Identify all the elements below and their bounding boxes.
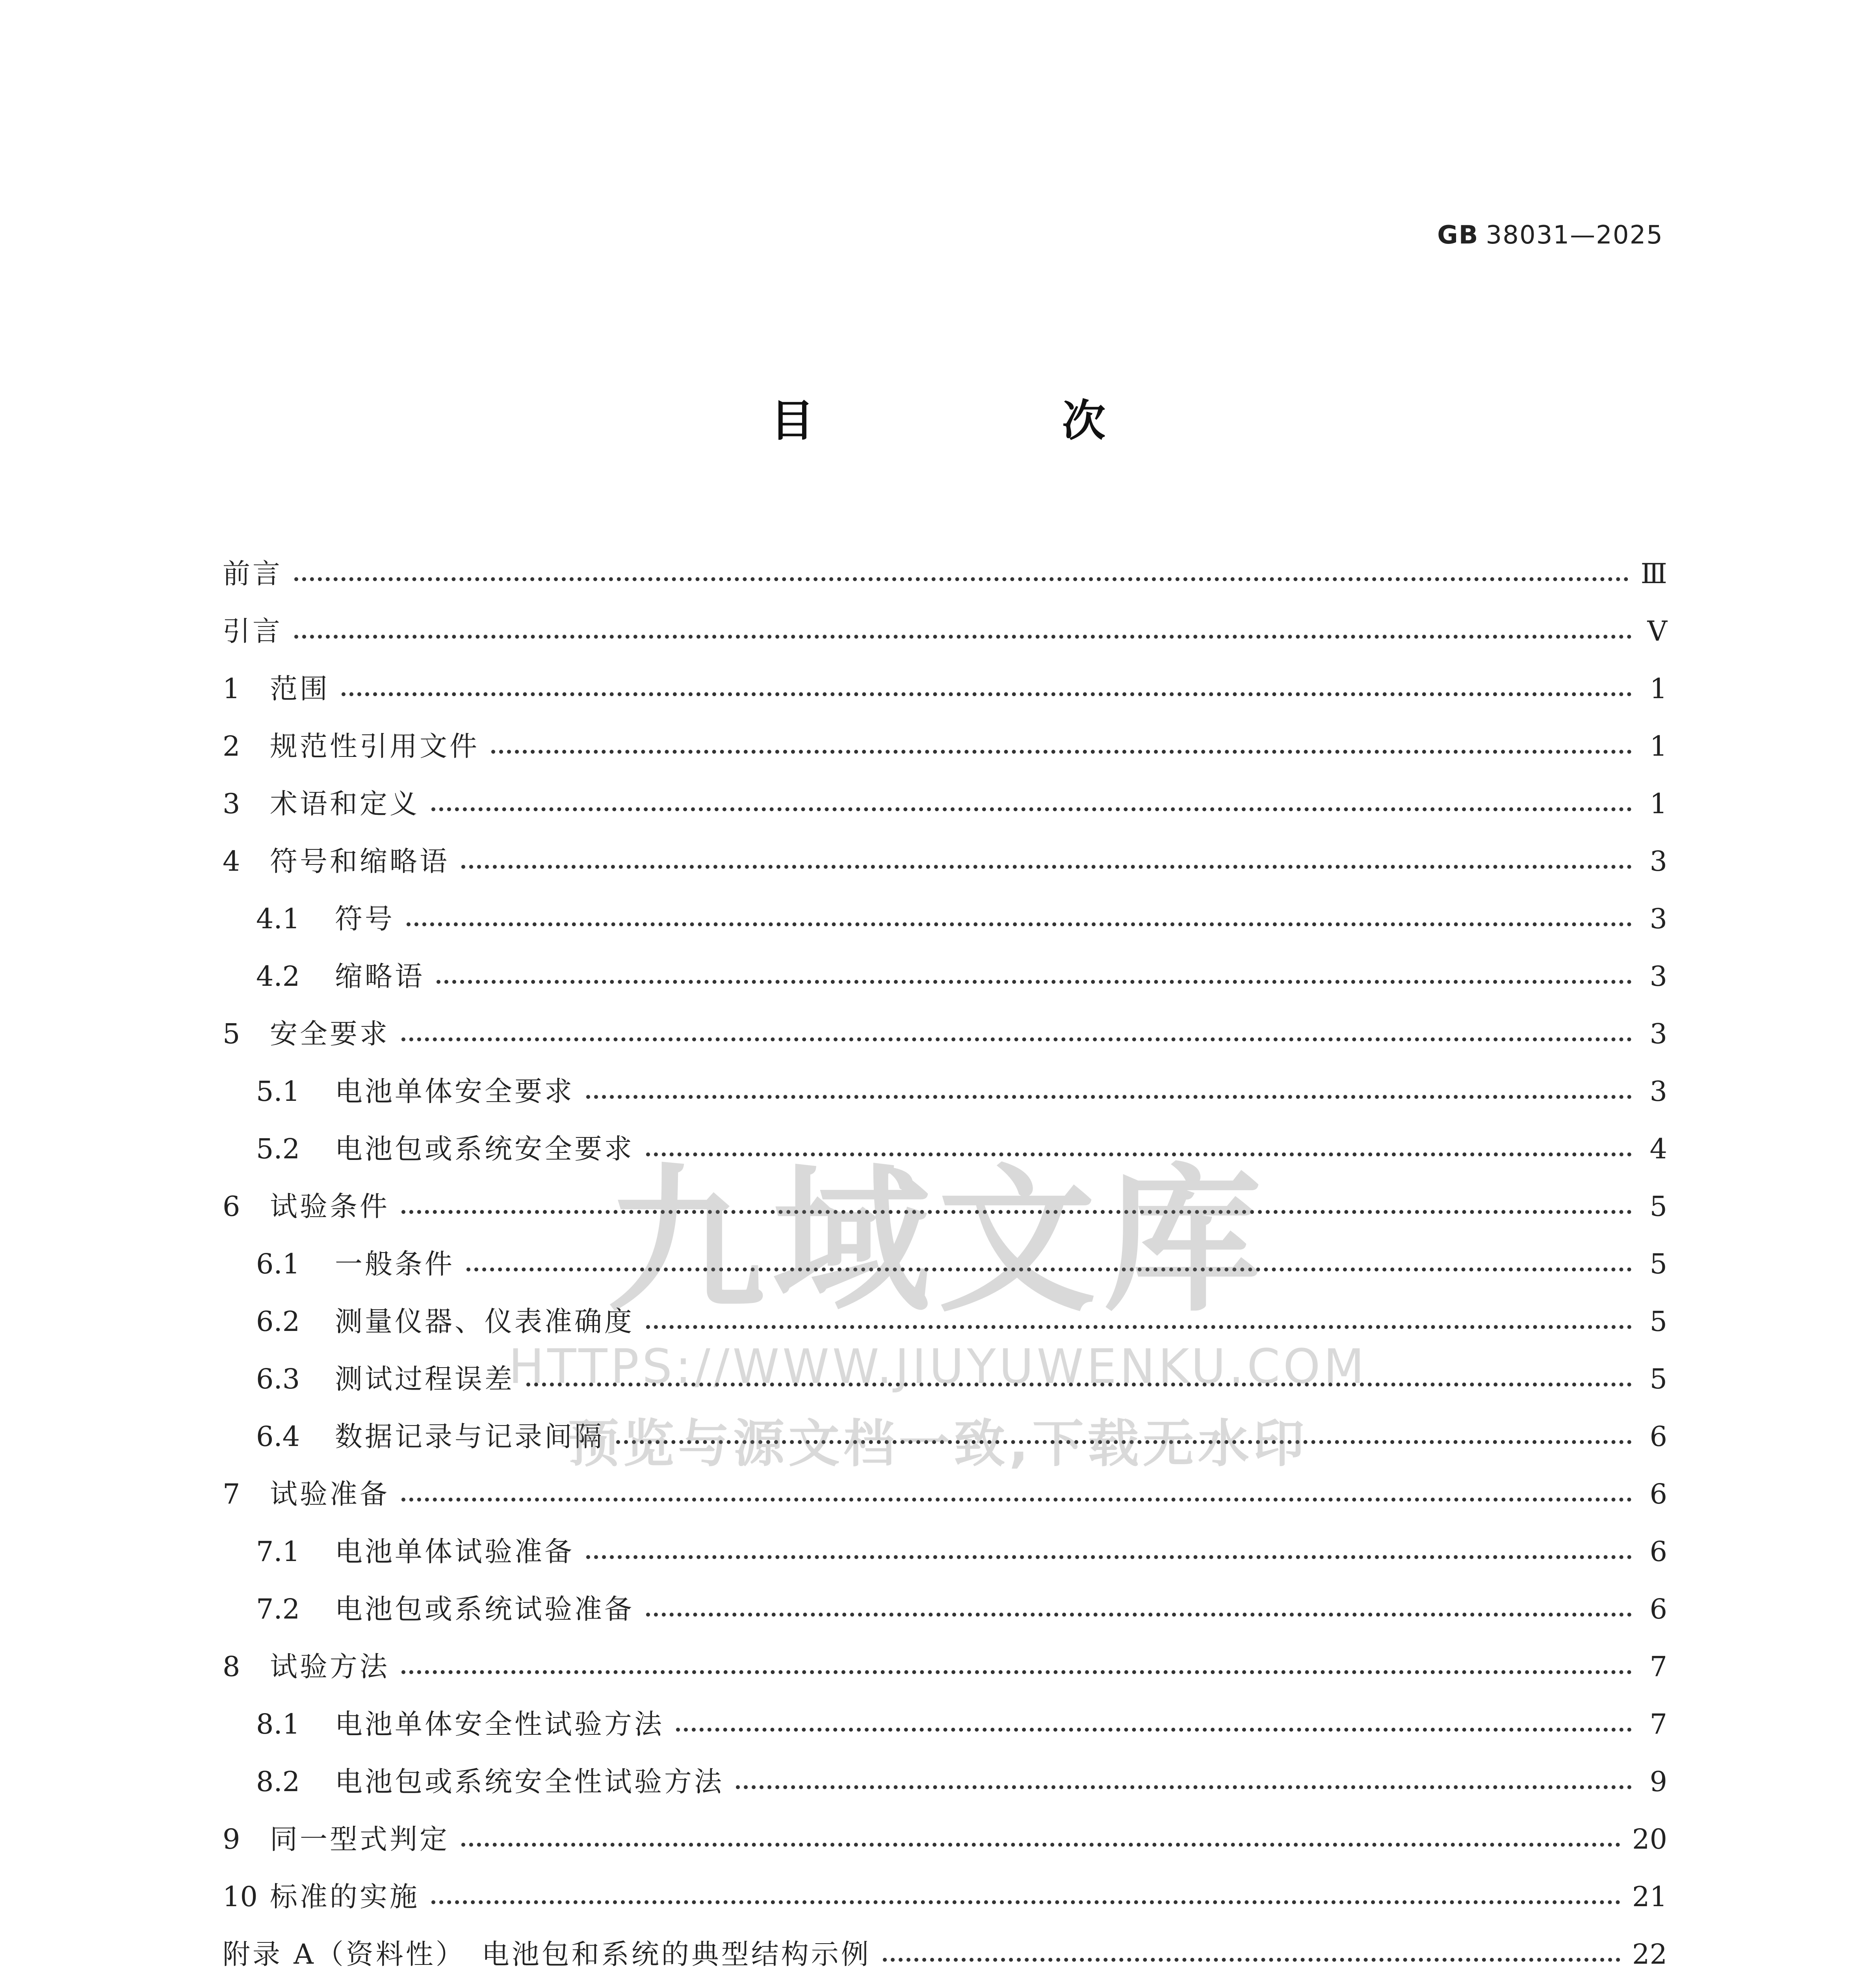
toc-leader-dots <box>616 1440 1632 1444</box>
toc-entry-page: 22 <box>1632 1938 1667 1970</box>
toc-entry-text: 试验方法 <box>270 1650 390 1683</box>
toc-leader-dots <box>676 1728 1632 1732</box>
toc-entry-text: 前言 <box>223 558 282 590</box>
toc-entry-page: 5 <box>1649 1190 1667 1223</box>
toc-entry[interactable] <box>223 530 1667 590</box>
toc-entry-label <box>256 960 425 992</box>
toc-entry-label <box>256 1135 634 1163</box>
toc-entry-label <box>223 790 420 818</box>
toc-entry-label <box>223 1480 390 1508</box>
toc-entry-number: 1 <box>223 673 240 705</box>
toc-entry-label <box>256 905 395 933</box>
toc-entry-number: 6.2 <box>256 1305 300 1338</box>
toc-entry-page: 3 <box>1649 903 1667 935</box>
standard-code: 38031—2025 <box>1486 221 1663 250</box>
toc-leader-dots <box>646 1613 1632 1617</box>
toc-entry[interactable] <box>223 1508 1667 1568</box>
toc-entry-number: 8.1 <box>256 1708 300 1740</box>
toc-leader-dots <box>294 635 1632 639</box>
toc-entry-label <box>223 1883 420 1911</box>
toc-entry[interactable] <box>223 1163 1667 1223</box>
toc-leader-dots <box>461 1843 1620 1847</box>
toc-entry-number: 5.1 <box>256 1075 300 1108</box>
toc-entry-number: 9 <box>223 1823 240 1855</box>
toc-entry-text: 缩略语 <box>335 960 425 992</box>
toc-entry-number: 4.1 <box>256 903 300 935</box>
toc-entry-page: 7 <box>1649 1708 1667 1740</box>
toc-entry-text: 电池包或系统安全性试验方法 <box>335 1766 724 1798</box>
toc-leader-dots <box>401 1210 1632 1214</box>
toc-entry-number: 7.1 <box>256 1535 300 1568</box>
toc-entry[interactable] <box>223 1278 1667 1338</box>
toc-leader-dots <box>586 1095 1632 1099</box>
toc-entry[interactable] <box>223 1335 1667 1393</box>
toc-leader-dots <box>736 1785 1632 1789</box>
toc-entry-page: 6 <box>1649 1593 1667 1625</box>
toc-entry-page: 6 <box>1649 1420 1667 1453</box>
toc-entry-text: 试验准备 <box>270 1478 390 1510</box>
toc-leader-dots <box>407 922 1632 926</box>
toc-entry-number: 10 <box>223 1881 258 1913</box>
toc-entry-page: 5 <box>1649 1305 1667 1338</box>
toc-entry-number: 6.4 <box>256 1420 300 1453</box>
toc-leader-dots <box>883 1958 1620 1962</box>
toc-entry-text: 电池单体试验准备 <box>335 1535 574 1568</box>
toc-entry-text: 电池包或系统试验准备 <box>335 1593 634 1625</box>
toc-entry[interactable] <box>223 645 1667 703</box>
toc-entry-label <box>223 1650 390 1683</box>
toc-entry-label <box>256 1075 574 1108</box>
toc-entry[interactable] <box>223 1393 1667 1453</box>
toc-entry[interactable] <box>223 1565 1667 1623</box>
toc-entry[interactable] <box>223 1738 1667 1798</box>
toc-leader-dots <box>401 1670 1632 1674</box>
toc-entry-number: 7 <box>223 1478 240 1510</box>
toc-entry-text: 一般条件 <box>335 1248 455 1280</box>
toc-entry[interactable] <box>223 1105 1667 1163</box>
toc-entry[interactable] <box>223 1623 1667 1683</box>
toc-entry-page: Ⅴ <box>1647 615 1667 647</box>
toc-entry-page: 3 <box>1649 1018 1667 1050</box>
toc-entry-label <box>256 1766 724 1798</box>
toc-leader-dots <box>294 577 1629 581</box>
standard-number <box>1437 221 1663 250</box>
toc-leader-dots <box>586 1555 1632 1559</box>
toc-entry-page: 3 <box>1649 1075 1667 1108</box>
toc-entry-page: 4 <box>1649 1133 1667 1165</box>
toc-entry-label <box>256 1535 574 1568</box>
toc-entry-number: 6.1 <box>256 1248 300 1280</box>
toc-leader-dots <box>436 980 1632 984</box>
toc-entry-label <box>223 558 282 590</box>
toc-entry-page: 7 <box>1649 1650 1667 1683</box>
toc-entry-text: 附录 A（资料性） 电池包和系统的典型结构示例 <box>223 1938 871 1970</box>
toc-entry-page: 9 <box>1649 1766 1667 1798</box>
toc-entry-text: 引言 <box>223 615 282 647</box>
toc-entry[interactable] <box>223 1680 1667 1738</box>
toc-entry-text: 符号和缩略语 <box>270 845 449 877</box>
toc-entry-text: 测量仪器、仪表准确度 <box>335 1305 634 1338</box>
toc-entry-number: 6.3 <box>256 1363 300 1395</box>
toc-leader-dots <box>431 807 1632 811</box>
toc-entry[interactable] <box>223 1450 1667 1508</box>
page-title: 目 次 <box>771 395 1208 446</box>
toc-entry-page: 6 <box>1649 1535 1667 1568</box>
toc-entry[interactable] <box>223 933 1667 990</box>
toc-entry-text: 测试过程误差 <box>335 1363 515 1395</box>
toc-entry-page: 21 <box>1632 1881 1667 1913</box>
toc-entry-label <box>223 1190 390 1223</box>
toc-entry[interactable] <box>223 875 1667 933</box>
toc-entry-text: 试验条件 <box>270 1190 390 1223</box>
toc-entry-text: 电池单体安全要求 <box>335 1075 574 1108</box>
toc-entry-number: 4 <box>223 845 240 877</box>
toc-leader-dots <box>401 1037 1632 1041</box>
toc-entry-label <box>256 1305 634 1338</box>
toc-entry-number: 8.2 <box>256 1766 300 1798</box>
toc-entry-label <box>223 732 479 760</box>
toc-leader-dots <box>646 1152 1632 1156</box>
toc-entry-label <box>223 847 449 875</box>
toc-entry-text: 符号 <box>335 903 395 935</box>
toc-entry-label <box>223 1020 390 1048</box>
toc-entry-label <box>223 1825 449 1853</box>
toc-entry-text: 术语和定义 <box>270 788 420 820</box>
toc-entry-number: 4.2 <box>256 960 300 992</box>
toc-entry[interactable] <box>223 1853 1667 1911</box>
toc-entry-label <box>256 1420 604 1453</box>
toc-entry-label <box>223 1940 871 1968</box>
toc-entry-page: 5 <box>1649 1363 1667 1395</box>
toc-entry[interactable] <box>223 1048 1667 1108</box>
toc-entry-page: 1 <box>1649 788 1667 820</box>
toc-entry-text: 规范性引用文件 <box>270 730 479 762</box>
standard-prefix: GB <box>1437 221 1479 250</box>
toc-entry-number: 2 <box>223 730 240 762</box>
toc-entry-text: 数据记录与记录间隔 <box>335 1420 604 1453</box>
toc-leader-dots <box>466 1267 1632 1271</box>
toc-entry-number: 5.2 <box>256 1133 300 1165</box>
toc-entry-page: 5 <box>1649 1248 1667 1280</box>
toc-entry[interactable] <box>223 1795 1667 1853</box>
toc-entry-text: 同一型式判定 <box>270 1823 449 1855</box>
toc-entry-number: 5 <box>223 1018 240 1050</box>
toc-entry-text: 标准的实施 <box>270 1881 420 1913</box>
toc-entry[interactable] <box>223 703 1667 760</box>
toc-entry-text: 安全要求 <box>270 1018 390 1050</box>
toc-entry-label <box>223 675 330 703</box>
toc-leader-dots <box>461 865 1632 869</box>
toc-entry-number: 8 <box>223 1650 240 1683</box>
toc-entry-page: Ⅲ <box>1640 558 1667 590</box>
toc-entry-label <box>256 1365 515 1393</box>
toc-entry[interactable] <box>223 587 1667 645</box>
toc-entry-page: 3 <box>1649 845 1667 877</box>
toc-leader-dots <box>491 750 1632 754</box>
toc-entry[interactable] <box>223 1220 1667 1278</box>
toc-entry-page: 1 <box>1649 730 1667 762</box>
toc-entry[interactable] <box>223 818 1667 875</box>
toc-entry-page: 6 <box>1649 1478 1667 1510</box>
toc-entry-page: 20 <box>1632 1823 1667 1855</box>
toc-entry-label <box>256 1595 634 1623</box>
table-of-contents <box>223 530 1667 1970</box>
toc-entry[interactable] <box>223 760 1667 818</box>
toc-leader-dots <box>401 1498 1632 1502</box>
toc-leader-dots <box>526 1383 1632 1386</box>
toc-entry-number: 3 <box>223 788 240 820</box>
toc-entry-text: 电池单体安全性试验方法 <box>335 1708 664 1740</box>
toc-entry-label <box>256 1710 664 1738</box>
toc-entry-page: 3 <box>1649 960 1667 992</box>
toc-leader-dots <box>646 1325 1632 1329</box>
toc-entry-label <box>256 1250 455 1278</box>
toc-entry-page: 1 <box>1649 673 1667 705</box>
watermark-brand: 九域文库 <box>607 1150 1269 1333</box>
toc-leader-dots <box>342 692 1632 696</box>
toc-leader-dots <box>431 1900 1620 1904</box>
toc-entry-text: 电池包或系统安全要求 <box>335 1133 634 1165</box>
watermark-note: 预览与源文档一致,下载无水印 <box>568 1414 1308 1474</box>
toc-entry[interactable] <box>223 1911 1667 1968</box>
watermark-url: HTTPS://WWW.JIUYUWENKU.COM <box>508 1340 1368 1394</box>
toc-entry-label <box>223 617 282 645</box>
toc-entry-number: 7.2 <box>256 1593 300 1625</box>
toc-entry[interactable] <box>223 990 1667 1048</box>
toc-entry-number: 6 <box>223 1190 240 1223</box>
toc-entry-text: 范围 <box>270 673 330 705</box>
